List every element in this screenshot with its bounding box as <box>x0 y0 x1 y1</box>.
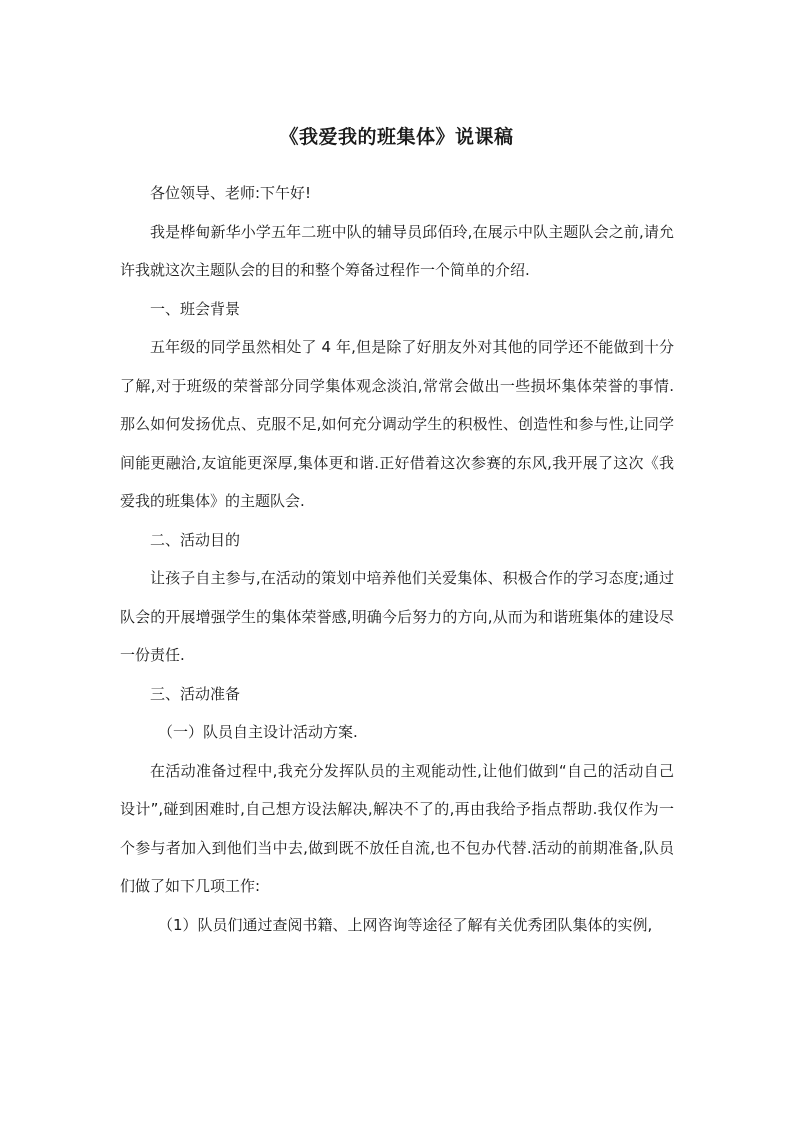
section-heading-background: 一、班会背景 <box>150 299 241 318</box>
document-body <box>120 174 674 944</box>
subsection-heading-design: （一）队员自主设计活动方案. <box>158 723 358 741</box>
document-title: 《我爱我的班集体》说课稿 <box>279 126 514 148</box>
list-item-1: （1）队员们通过查阅书籍、上网咨询等途径了解有关优秀团队集体的实例, <box>158 915 653 934</box>
purpose-paragraph: 让孩子自主参与,在活动的策划中培养他们关爱集体、积极合作的学习态度;通过队会的开展增强学生的集体荣誉感,明确今后努力的方向,从而为和谐班集体的建设尽一份责任. <box>120 569 674 664</box>
section-heading-preparation: 三、活动准备 <box>150 684 241 703</box>
greeting-paragraph: 各位领导、老师:下午好! <box>150 184 312 202</box>
preparation-paragraph: 在活动准备过程中,我充分发挥队员的主观能动性,让他们做到“自己的活动自己设计”,碰到困难时,自己想方设法解决,解决不了的,再由我给予指点帮助.我仅作为一个参与者加入到他们当中去,做到既不放任自流,也不包办代替.活动的前期准备,队员们做了如下几项工作: <box>120 761 674 895</box>
section-heading-purpose: 二、活动目的 <box>150 530 241 549</box>
intro-paragraph: 我是桦甸新华小学五年二班中队的辅导员邱佰玲,在展示中队主题队会之前,请允许我就这次主题队会的目的和整个筹备过程作一个简单的介绍. <box>120 222 674 279</box>
background-paragraph: 五年级的同学虽然相处了 4 年,但是除了好朋友外对其他的同学还不能做到十分了解,对于班级的荣誉部分同学集体观念淡泊,常常会做出一些损坏集体荣誉的事情.那么如何发扬优点、克服不足,如何充分调动学生的积极性、创造性和参与性,让同学间能更融洽,友谊能更深厚,集体更和谐.正好借着这次参赛的东风,我开展了这次《我爱我的班集体》的主题队会. <box>120 338 674 510</box>
